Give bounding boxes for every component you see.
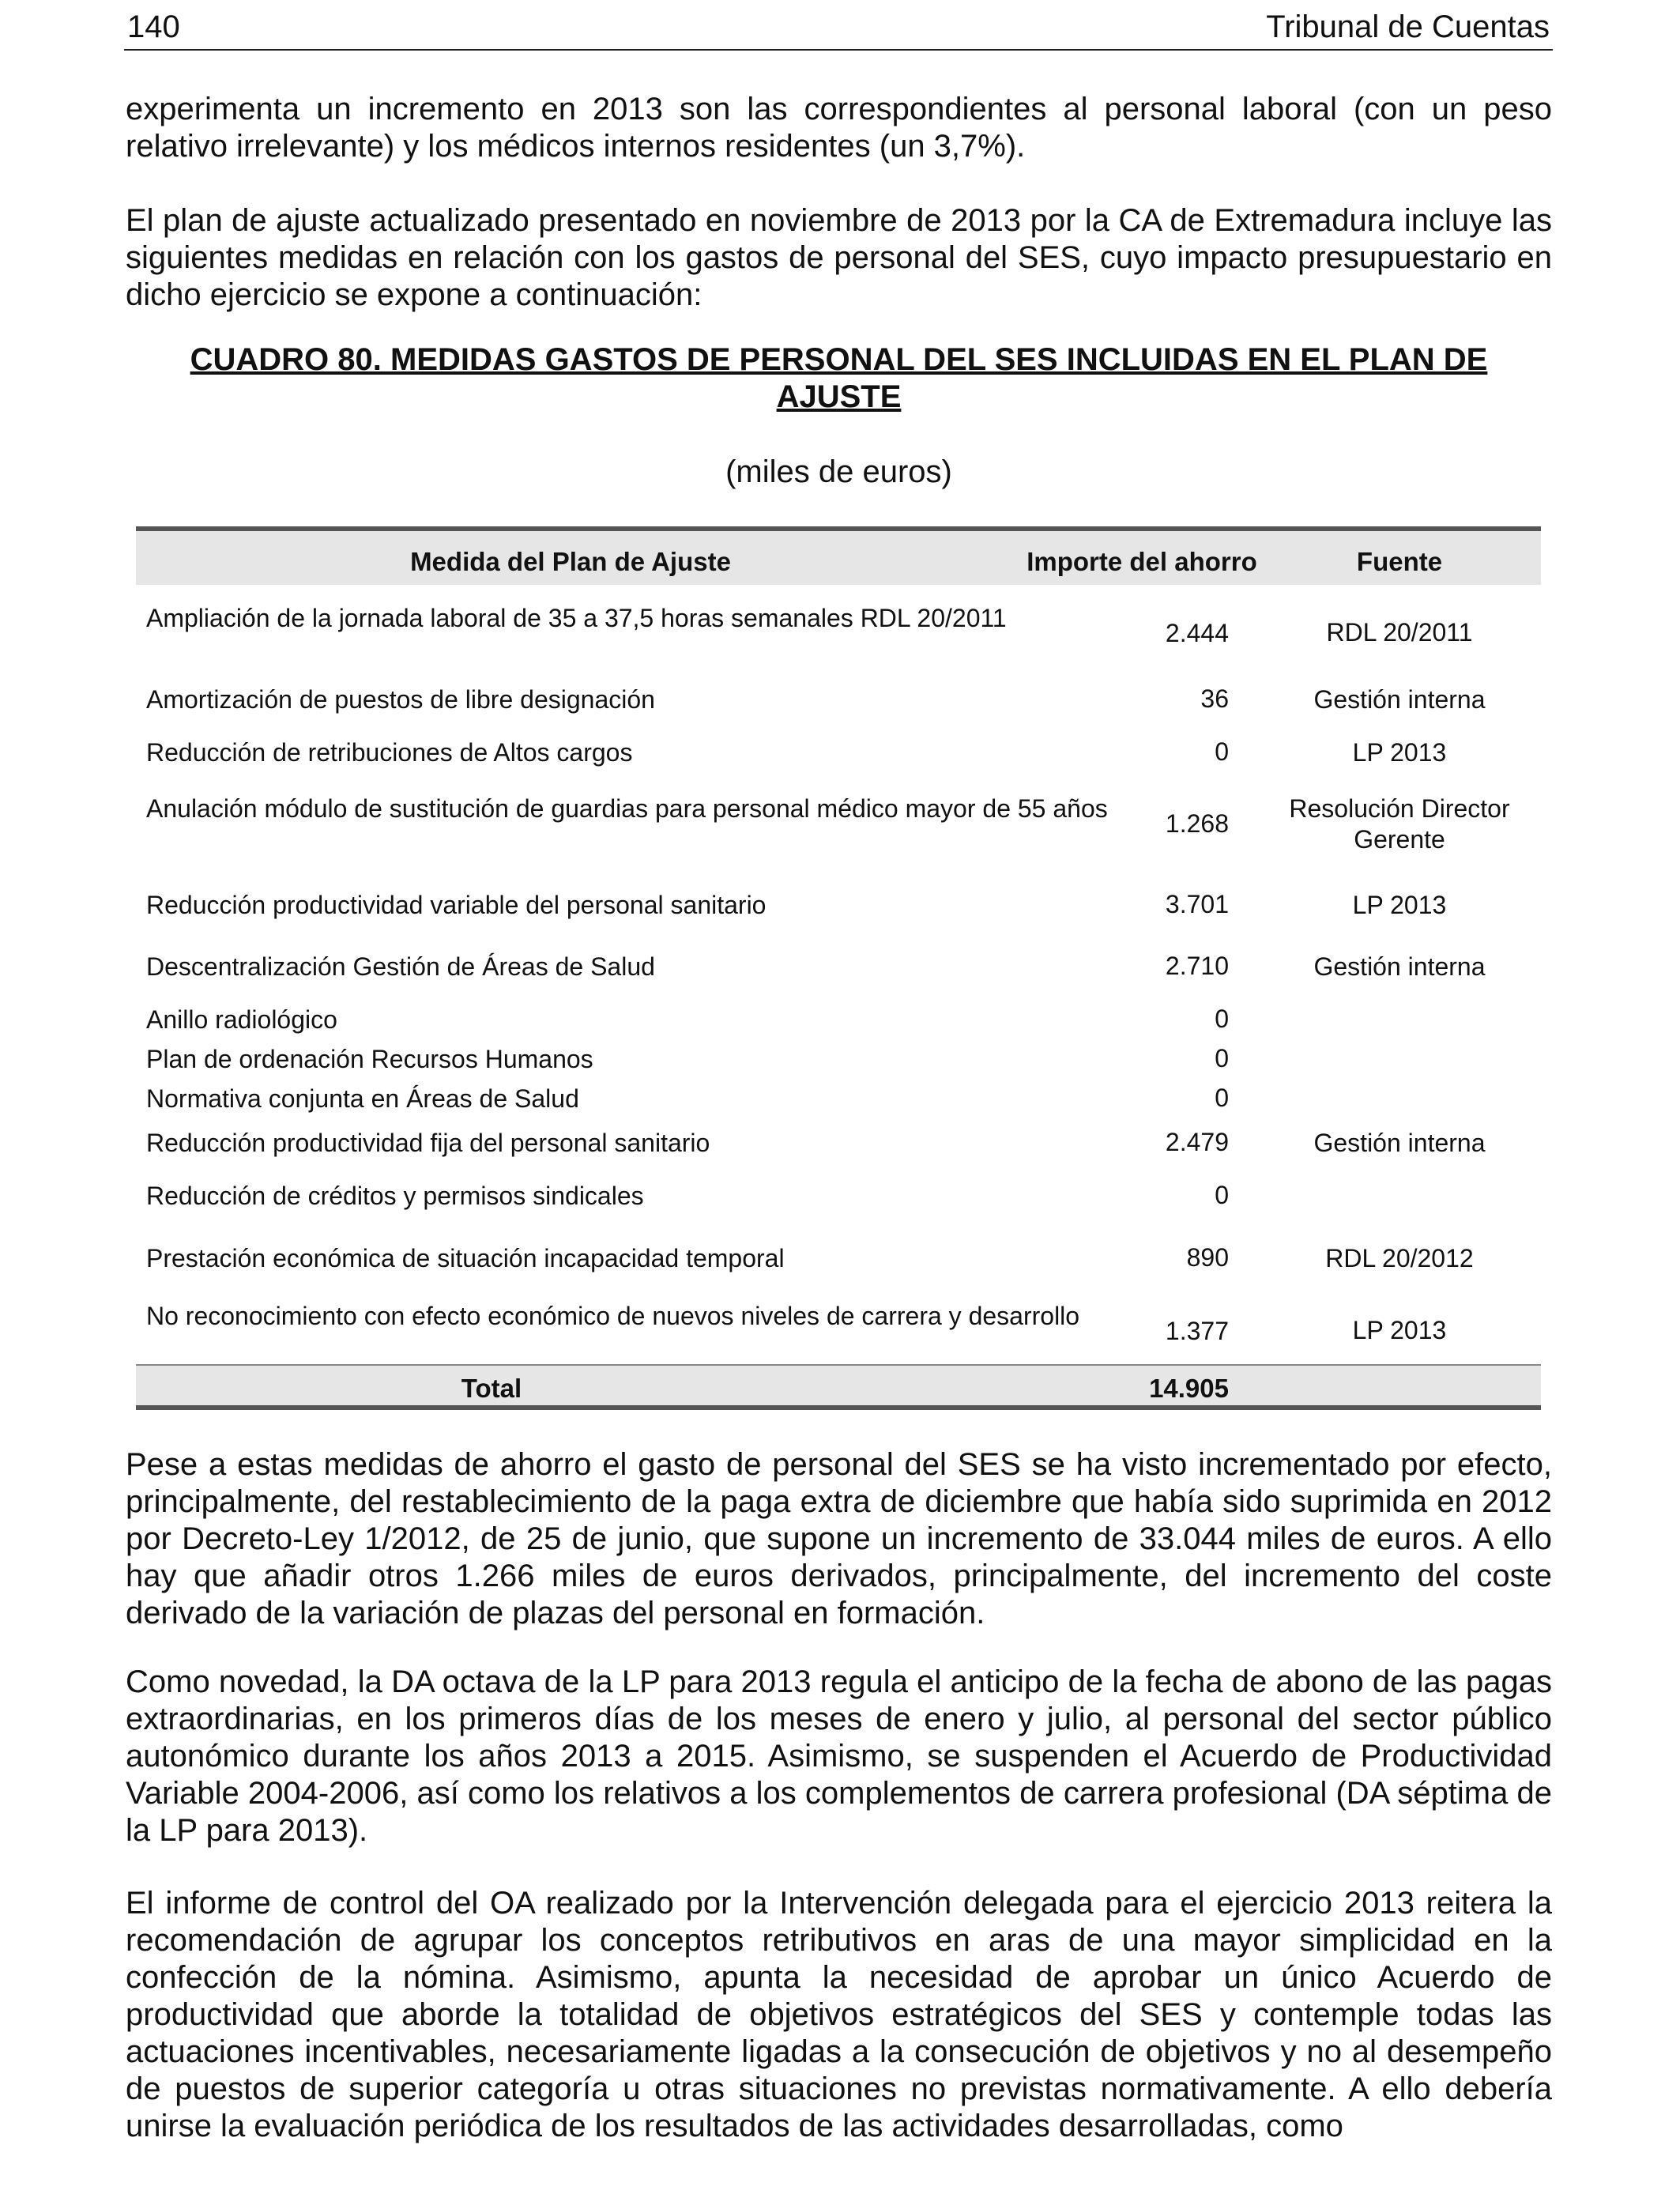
row-medida: Reducción de retribuciones de Altos cargos: [146, 738, 633, 767]
row-importe: 0: [1215, 1005, 1229, 1033]
row-medida: Normativa conjunta en Áreas de Salud: [146, 1084, 579, 1113]
page-number: 140: [127, 9, 180, 44]
row-importe: 0: [1215, 1084, 1229, 1112]
table-header-row: [136, 531, 1541, 585]
row-importe: 1.377: [1165, 1317, 1229, 1345]
row-fuente: Gestión interna: [1313, 685, 1486, 714]
paragraph-2: El plan de ajuste actualizado presentado en noviembre de 2013 por la CA de Extremadura incluye las siguientes medidas en relación con los gastos de personal del SES, cuyo impacto presupuestario en dicho ejercicio se expone a continuación:: [126, 203, 1552, 312]
row-medida: Ampliación de la jornada laboral de 35 a 37,5 horas semanales RDL 20/2011: [146, 604, 1007, 632]
paragraph-3: Pese a estas medidas de ahorro el gasto de personal del SES se ha visto incrementado por efecto, principalmente, del restablecimiento de la paga extra de diciembre que había sido suprimida en 2012 por Decreto-Ley 1/2012, de 25 de junio, que supone un incremento de 33.044 miles de euros. A ello hay que añadir otros 1.266 miles de euros derivados, principalmente, del incremento del coste derivado de la variación de plazas del personal en formación.: [126, 1447, 1552, 1630]
row-medida: Prestación económica de situación incapacidad temporal: [146, 1244, 785, 1272]
total-label: Total: [461, 1374, 522, 1403]
table-subtitle: (miles de euros): [725, 454, 952, 489]
row-medida: Anillo radiológico: [146, 1005, 337, 1034]
header-fuente: Fuente: [1356, 547, 1443, 576]
page-header: [124, 8, 1553, 51]
paragraph-4: Como novedad, la DA octava de la LP para 2013 regula el anticipo de la fecha de abono de las pagas extraordinarias, en los primeros días de los meses de enero y julio, al personal del sector público autonómico durante los años 2013 a 2015. Asimismo, se suspenden el Acuerdo de Productividad Variable 2004-2006, así como los relativos a los complementos de carrera profesional (DA séptima de la LP para 2013).: [126, 1664, 1552, 1848]
row-medida: Plan de ordenación Recursos Humanos: [146, 1045, 593, 1073]
row-medida: Reducción productividad variable del personal sanitario: [146, 891, 767, 919]
table-title: CUADRO 80. MEDIDAS GASTOS DE PERSONAL DEL SES INCLUIDAS EN EL PLAN DE AJUSTE: [190, 342, 1488, 414]
row-fuente: Gestión interna: [1313, 1129, 1486, 1157]
paragraph-1: experimenta un incremento en 2013 son las correspondientes al personal laboral (con un peso relativo irrelevante) y los médicos internos residentes (un 3,7%).: [126, 92, 1552, 164]
row-medida: Reducción productividad fija del personal sanitario: [146, 1129, 710, 1157]
row-importe: 2.710: [1165, 952, 1229, 980]
table-total-row: [136, 1364, 1541, 1407]
row-importe: 36: [1200, 684, 1229, 713]
row-medida: No reconocimiento con efecto económico de nuevos niveles de carrera y desarrollo: [146, 1302, 1080, 1330]
total-value: 14.905: [1149, 1374, 1229, 1403]
row-medida: Reducción de créditos y permisos sindicales: [146, 1182, 644, 1210]
row-importe: 1.268: [1165, 809, 1229, 838]
row-fuente: LP 2013: [1352, 1316, 1447, 1344]
row-fuente: Gestión interna: [1313, 952, 1486, 981]
row-importe: 0: [1215, 1044, 1229, 1072]
row-medida: Anulación módulo de sustitución de guardias para personal médico mayor de 55 años: [146, 794, 1108, 823]
row-medida: Amortización de puestos de libre designación: [146, 685, 655, 714]
row-importe: 0: [1215, 1181, 1229, 1209]
row-fuente: RDL 20/2011: [1326, 618, 1473, 647]
header-organization: Tribunal de Cuentas: [1266, 9, 1550, 44]
row-medida: Descentralización Gestión de Áreas de Salud: [146, 952, 655, 981]
row-importe: 3.701: [1165, 890, 1229, 918]
row-fuente: Resolución Director Gerente: [1289, 794, 1510, 854]
header-medida: Medida del Plan de Ajuste: [410, 547, 731, 576]
table-bottom-rule: [136, 1405, 1541, 1410]
row-importe: 2.444: [1165, 619, 1229, 647]
row-fuente: LP 2013: [1352, 738, 1447, 767]
row-importe: 0: [1215, 737, 1229, 766]
paragraph-5: El informe de control del OA realizado por la Intervención delegada para el ejercicio 2013 reitera la recomendación de agrupar los conceptos retributivos en aras de una mayor simplicidad en la confección de la nómina. Asimismo, apunta la necesidad de aprobar un único Acuerdo de productividad que aborde la totalidad de objetivos estratégicos del SES y contemple todas las actuaciones incentivables, necesariamente ligadas a la consecución de objetivos y no al desempeño de puestos de superior categoría u otras situaciones no previstas normativamente. A ello debería unirse la evaluación periódica de los resultados de las actividades desarrolladas, como: [126, 1886, 1552, 2143]
row-importe: 890: [1186, 1243, 1229, 1272]
header-importe: Importe del ahorro: [1026, 547, 1257, 576]
row-importe: 2.479: [1165, 1128, 1229, 1156]
row-fuente: LP 2013: [1352, 891, 1447, 919]
row-fuente: RDL 20/2012: [1325, 1244, 1474, 1272]
